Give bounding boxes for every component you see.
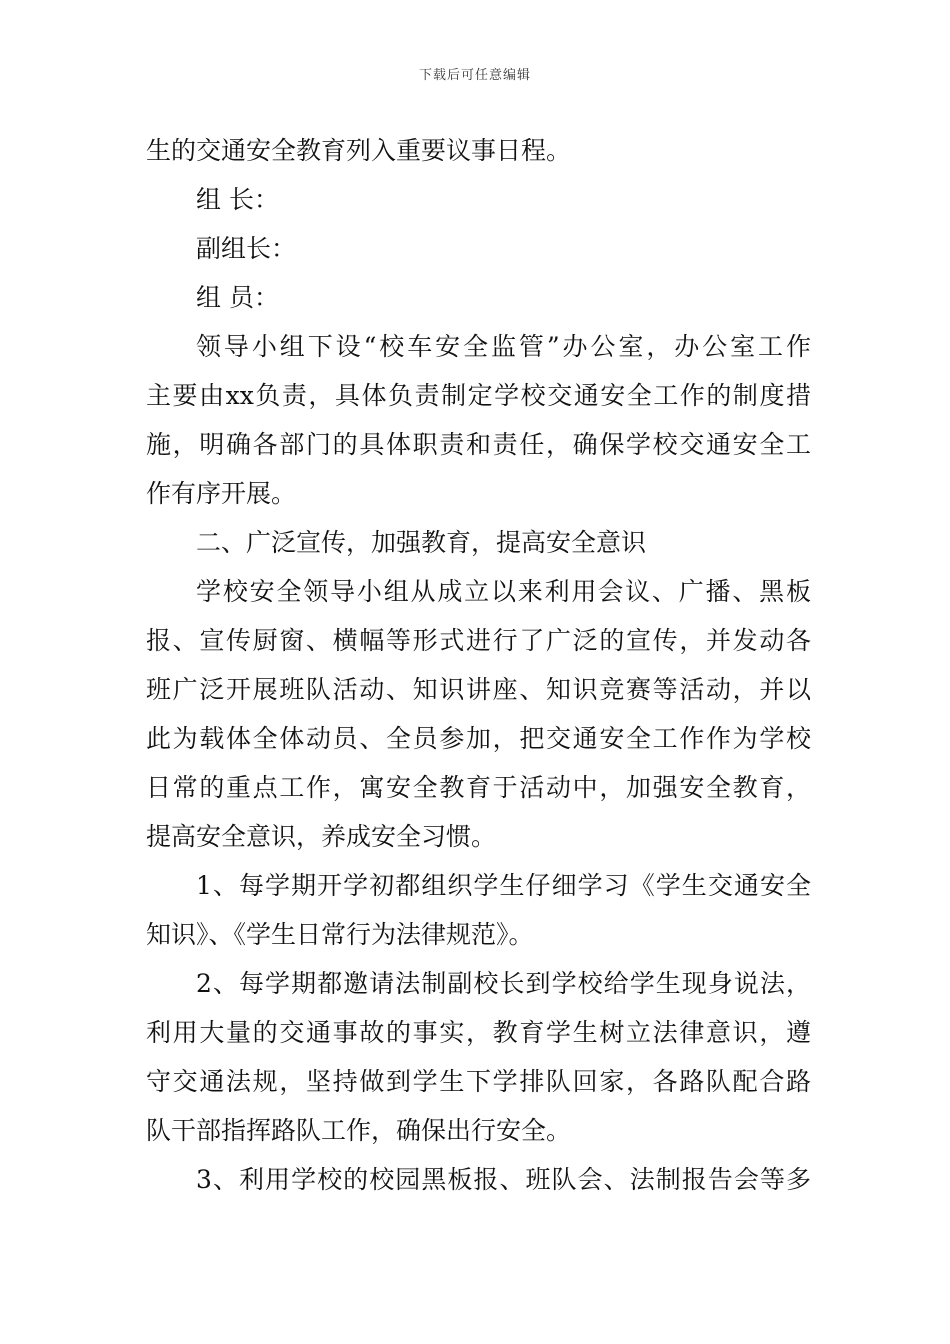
text-line: 生的交通安全教育列入重要议事日程。: [146, 136, 572, 165]
text-line: 报、宣传厨窗、横幅等形式进行了广泛的宣传，并发动各: [146, 626, 811, 655]
text-line: 班广泛开展班队活动、知识讲座、知识竞赛等活动，并以: [146, 675, 811, 704]
text-line: 守交通法规，坚持做到学生下学排队回家，各路队配合路: [146, 1067, 811, 1096]
document-body: [146, 126, 811, 1204]
text-line: 组 长：: [196, 185, 279, 214]
text-line: 领导小组下设“校车安全监管”办公室，办公室工作: [196, 332, 811, 361]
text-line: 提高安全意识，养成安全习惯。: [146, 822, 497, 851]
text-line: 此为载体全体动员、全员参加，把交通安全工作作为学校: [146, 724, 811, 753]
text-line: 利用大量的交通事故的事实，教育学生树立法律意识，遵: [146, 1018, 811, 1047]
page-header-note: 下载后可任意编辑: [418, 68, 531, 83]
text-line: 作有序开展。: [146, 479, 297, 508]
text-line: 施，明确各部门的具体职责和责任，确保学校交通安全工: [146, 430, 811, 459]
text-line: 主要由xx负责，具体负责制定学校交通安全工作的制度措: [146, 381, 811, 410]
text-line: 2、每学期都邀请法制副校长到学校给学生现身说法，: [196, 969, 811, 998]
text-line: 队干部指挥路队工作，确保出行安全。: [146, 1116, 572, 1145]
text-line: 日常的重点工作，寓安全教育于活动中，加强安全教育，: [146, 773, 811, 802]
text-line: 组 员：: [196, 283, 279, 312]
text-line: 学校安全领导小组从成立以来利用会议、广播、黑板: [196, 577, 811, 606]
text-line: 知识》、《学生日常行为法律规范》。: [146, 920, 534, 949]
text-line: 二、广泛宣传，加强教育，提高安全意识: [196, 528, 647, 557]
text-line: 3、利用学校的校园黑板报、班队会、法制报告会等多: [196, 1165, 811, 1194]
text-line: 副组长：: [196, 234, 297, 263]
text-line: 1、每学期开学初都组织学生仔细学习《学生交通安全: [196, 871, 811, 900]
